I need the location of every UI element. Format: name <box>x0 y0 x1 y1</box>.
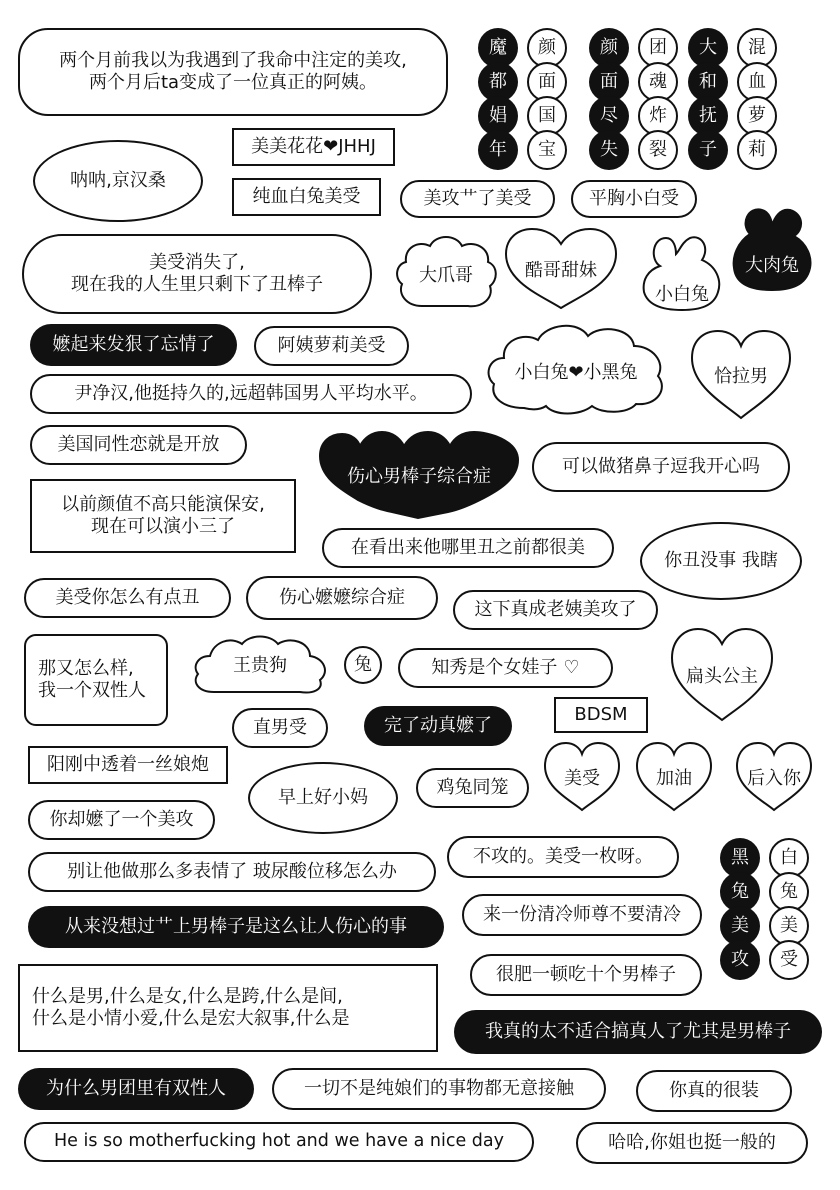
sticker-text: 不攻的。美受一枚呀。 <box>473 845 653 867</box>
sticker-heart[interactable] <box>688 328 794 422</box>
vertical-char: 魔 <box>478 28 518 68</box>
sticker-text: 直男受 <box>253 716 307 738</box>
sticker-pill[interactable] <box>322 528 614 568</box>
sticker-rect[interactable] <box>28 746 228 784</box>
vertical-char: 宝 <box>527 130 567 170</box>
sticker-cloud[interactable] <box>484 318 668 416</box>
vertical-char: 黑 <box>720 838 760 878</box>
vertical-char: 失 <box>589 130 629 170</box>
sticker-circle[interactable] <box>344 646 382 684</box>
sticker-text: 完了动真嬷了 <box>384 714 492 736</box>
sticker-text: 你丑没事 我瞎 <box>664 549 778 571</box>
vertical-char: 抚 <box>688 96 728 136</box>
sticker-text: 我真的太不适合搞真人了尤其是男棒子 <box>485 1020 791 1042</box>
sticker-text: 可以做猪鼻子逗我开心吗 <box>562 455 760 477</box>
sticker-rect[interactable] <box>18 964 438 1052</box>
sticker-ellipse[interactable] <box>22 234 372 314</box>
sticker-text-line2: 什么是小情小爱,什么是宏大叙事,什么是 <box>32 1008 350 1029</box>
sticker-pill-black[interactable] <box>454 1010 822 1054</box>
sticker-pill[interactable] <box>24 1122 534 1162</box>
sticker-text: 美受 <box>564 768 600 789</box>
sticker-text: 你真的很装 <box>669 1079 759 1101</box>
vertical-char: 大 <box>688 28 728 68</box>
sticker-pill[interactable] <box>416 768 529 808</box>
sticker-text: 小白兔❤小黑兔 <box>514 362 638 383</box>
vertical-char: 娼 <box>478 96 518 136</box>
vertical-char: 年 <box>478 130 518 170</box>
sticker-text: 这下真成老姨美攻了 <box>474 598 637 620</box>
sticker-text: 一切不是纯娘们的事物都无意接触 <box>304 1077 574 1099</box>
sticker-text: 嬷起来发狠了忘情了 <box>52 333 215 355</box>
sticker-text: 伤心男棒子综合症 <box>347 466 491 487</box>
sticker-text: 美受你怎么有点丑 <box>55 586 200 608</box>
sticker-pill[interactable] <box>30 374 472 414</box>
sticker-text: 美攻艹了美受 <box>423 187 532 209</box>
vertical-sticker-v8[interactable] <box>769 838 809 980</box>
sticker-pill[interactable] <box>571 180 697 218</box>
vertical-char: 血 <box>737 62 777 102</box>
sticker-heart[interactable] <box>502 226 620 312</box>
sticker-text-line1: 以前颜值不高只能演保安, <box>61 493 265 515</box>
vertical-char: 攻 <box>720 940 760 980</box>
sticker-heart[interactable] <box>734 740 814 814</box>
sticker-text-line2: 两个月后ta变成了一位真正的阿姨。 <box>88 72 378 93</box>
sticker-text: 恰拉男 <box>714 366 768 387</box>
vertical-char: 颜 <box>589 28 629 68</box>
sticker-text: 来一份清冷师尊不要清冷 <box>483 903 681 925</box>
sticker-text: 酷哥甜妹 <box>525 260 597 281</box>
sticker-pill[interactable] <box>453 590 658 630</box>
sticker-pill[interactable] <box>28 852 436 892</box>
sticker-rect[interactable] <box>554 697 648 733</box>
vertical-sticker-v3[interactable] <box>589 28 629 170</box>
vertical-char: 白 <box>769 838 809 878</box>
vertical-char: 美 <box>720 906 760 946</box>
sticker-pill[interactable] <box>254 326 409 366</box>
sticker-text: 加油 <box>656 768 692 789</box>
sticker-pill[interactable] <box>272 1068 606 1110</box>
sticker-text-line2: 我一个双性人 <box>38 680 146 701</box>
sticker-text: 阿姨萝莉美受 <box>277 334 386 356</box>
vertical-char: 莉 <box>737 130 777 170</box>
vertical-char: 面 <box>527 62 567 102</box>
sticker-pill-black[interactable] <box>364 706 512 746</box>
sticker-text: 王贵狗 <box>233 655 287 676</box>
vertical-char: 和 <box>688 62 728 102</box>
sticker-ellipse[interactable] <box>640 522 802 600</box>
sticker-pill[interactable] <box>232 708 328 748</box>
vertical-sticker-v6[interactable] <box>737 28 777 170</box>
sticker-pill[interactable] <box>532 442 790 492</box>
sticker-cloud[interactable] <box>190 632 330 696</box>
vertical-char: 受 <box>769 940 809 980</box>
vertical-char: 颜 <box>527 28 567 68</box>
sticker-pill[interactable] <box>28 800 215 840</box>
vertical-sticker-v4[interactable] <box>638 28 678 170</box>
sticker-pill-black[interactable] <box>18 1068 254 1110</box>
vertical-char: 面 <box>589 62 629 102</box>
sticker-triple-heart-black[interactable] <box>318 430 520 520</box>
sticker-text: 你却嬷了一个美攻 <box>49 808 194 830</box>
sticker-heart[interactable] <box>542 740 622 814</box>
sticker-text: 大爪哥 <box>419 265 473 286</box>
sticker-pill[interactable] <box>400 180 555 218</box>
sticker-pill[interactable] <box>576 1122 808 1164</box>
sticker-text: 哈哈,你姐也挺一般的 <box>608 1131 776 1153</box>
sticker-text: 小白兔 <box>655 284 709 305</box>
sticker-pill-black[interactable] <box>30 324 237 366</box>
sticker-text: 美美花花❤JHHJ <box>251 135 376 157</box>
sticker-heart[interactable] <box>668 626 776 724</box>
sticker-text: 纯血白兔美受 <box>252 185 361 207</box>
sticker-destiny-aunt[interactable] <box>18 28 448 116</box>
sticker-text-line2: 现在我的人生里只剩下了丑棒子 <box>71 274 323 295</box>
sticker-text: 扁头公主 <box>686 666 758 687</box>
vertical-char: 国 <box>527 96 567 136</box>
sticker-nana-ellipse[interactable] <box>33 140 203 222</box>
sticker-pill[interactable] <box>24 578 231 618</box>
sticker-text: 鸡兔同笼 <box>436 776 509 798</box>
vertical-char: 裂 <box>638 130 678 170</box>
sticker-text-line1: 两个月前我以为我遇到了我命中注定的美攻, <box>59 49 407 71</box>
sticker-text: 从来没想过艹上男棒子是这么让人伤心的事 <box>65 915 407 937</box>
sticker-rect[interactable] <box>30 479 296 553</box>
sticker-pill-black[interactable] <box>28 906 444 948</box>
sticker-cloud[interactable] <box>392 228 500 312</box>
sticker-ellipse[interactable] <box>248 762 398 834</box>
sticker-pill[interactable] <box>246 576 438 620</box>
sticker-meimei-huahua[interactable] <box>232 128 395 166</box>
sticker-pill[interactable] <box>636 1070 792 1112</box>
sticker-text: 大肉兔 <box>745 255 799 276</box>
sticker-pill[interactable] <box>470 954 702 996</box>
heart-outline-icon: ♡ <box>563 656 580 678</box>
sticker-text: He is so motherfucking hot and we have a nice day <box>54 1131 504 1152</box>
sticker-text: 尹净汉,他挺持久的,远超韩国男人平均水平。 <box>74 382 428 404</box>
sticker-text: 伤心嬷嬷综合症 <box>279 586 405 608</box>
vertical-char: 兔 <box>769 872 809 912</box>
sticker-text: 别让他做那么多表情了 玻尿酸位移怎么办 <box>67 860 397 882</box>
sticker-text-line1: 美受消失了, <box>149 251 245 273</box>
sticker-bunny-black[interactable] <box>732 204 812 292</box>
vertical-sticker-v7[interactable] <box>720 838 760 980</box>
sticker-text: 很肥一顿吃十个男棒子 <box>496 963 676 985</box>
vertical-char: 尽 <box>589 96 629 136</box>
vertical-char: 兔 <box>720 872 760 912</box>
vertical-char: 萝 <box>737 96 777 136</box>
vertical-char: 美 <box>769 906 809 946</box>
sticker-text: 早上好小妈 <box>278 786 368 808</box>
vertical-char: 团 <box>638 28 678 68</box>
sticker-pill[interactable] <box>30 425 247 465</box>
sticker-text: BDSM <box>574 703 628 725</box>
sticker-text: 平胸小白受 <box>589 187 679 209</box>
sticker-text-line1: 什么是男,什么是女,什么是跨,什么是间, <box>32 985 343 1007</box>
vertical-sticker-v2[interactable] <box>527 28 567 170</box>
sticker-text: 呐呐,京汉桑 <box>70 169 166 191</box>
sticker-pill[interactable] <box>447 836 679 878</box>
vertical-char: 炸 <box>638 96 678 136</box>
sticker-bunny[interactable] <box>640 230 724 312</box>
sticker-text-line2: 现在可以演小三了 <box>91 516 235 537</box>
vertical-sticker-v5[interactable] <box>688 28 728 170</box>
sticker-bubble[interactable] <box>24 634 168 726</box>
sticker-text: 兔 <box>354 653 372 675</box>
vertical-char: 混 <box>737 28 777 68</box>
sticker-text: 知秀是个女娃子 <box>431 656 558 678</box>
vertical-char: 都 <box>478 62 518 102</box>
vertical-char: 子 <box>688 130 728 170</box>
sticker-text: 在看出来他哪里丑之前都很美 <box>351 536 585 558</box>
sticker-heart[interactable] <box>634 740 714 814</box>
sticker-text: 阳刚中透着一丝娘炮 <box>47 753 209 775</box>
sticker-text: 为什么男团里有双性人 <box>46 1077 226 1099</box>
sticker-text: 后入你 <box>747 768 801 789</box>
sticker-text-line1: 那又怎么样, <box>38 657 134 679</box>
sticker-pure-white-rabbit[interactable] <box>232 178 381 216</box>
sticker-pill[interactable] <box>462 894 702 936</box>
sticker-text: 美国同性恋就是开放 <box>57 433 220 455</box>
vertical-sticker-v1[interactable] <box>478 28 518 170</box>
sticker-pill[interactable] <box>398 648 613 688</box>
vertical-char: 魂 <box>638 62 678 102</box>
